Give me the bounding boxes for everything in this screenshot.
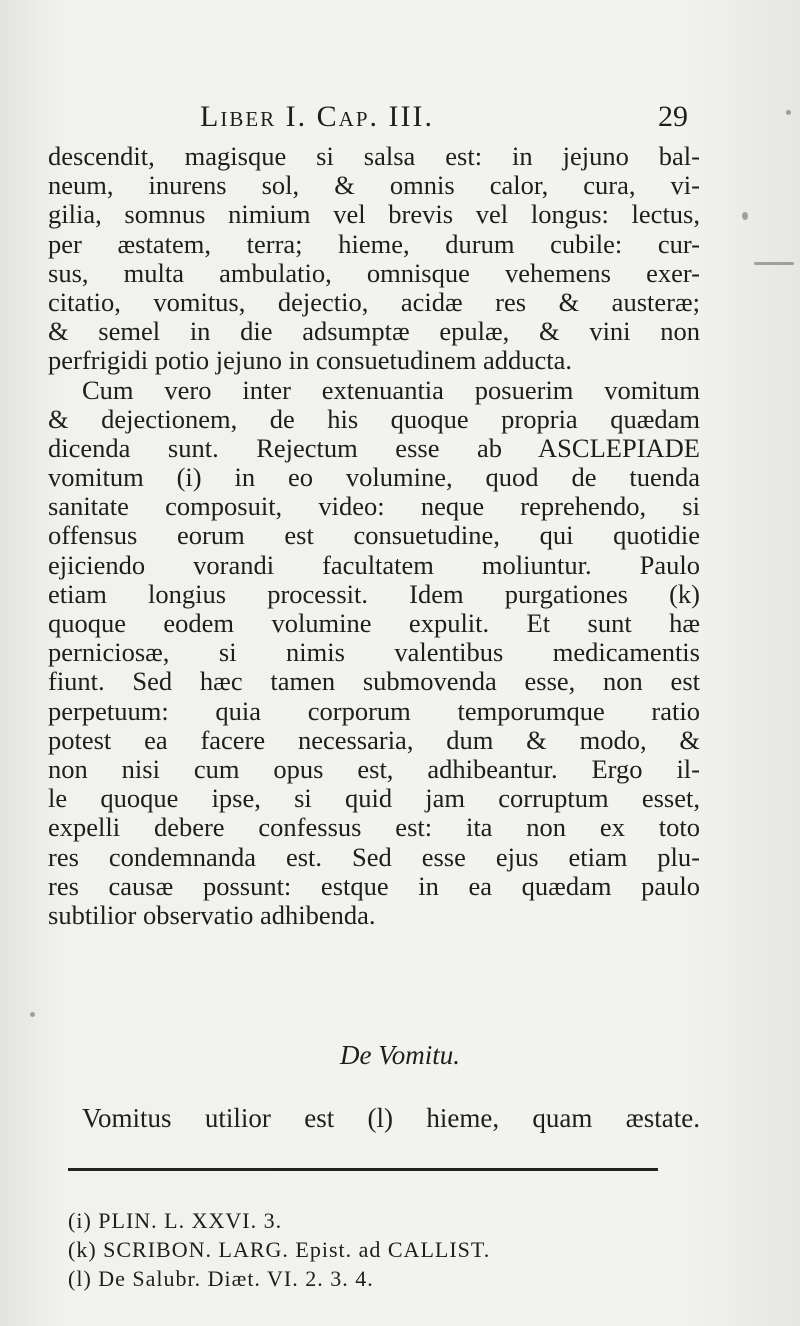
text-line: neum, inurens sol, & omnis calor, cura, vi- (48, 170, 700, 201)
text-line: offensus eorum est consuetudine, qui quotidie (48, 520, 700, 551)
text-line: per æstatem, terra; hieme, durum cubile: cur- (48, 228, 700, 259)
text-line: res causæ possunt: estque in ea quædam paulo (48, 870, 700, 901)
footnote-l: (l) De Salubr. Diæt. VI. 2. 3. 4. (68, 1266, 374, 1291)
text-line: potest ea facere necessaria, dum & modo, & (48, 724, 700, 755)
text-line: sanitate composuit, video: neque reprehendo, si (48, 491, 700, 522)
text-line: vomitum (i) in eo volumine, quod de tuenda (48, 462, 700, 493)
text-line: gilia, somnus nimium vel brevis vel longus: lectus, (48, 199, 700, 230)
text-line: & dejectionem, de his quoque propria quædam (48, 403, 700, 434)
text-line: expelli debere confessus est: ita non ex toto (48, 812, 700, 843)
footnote-divider (68, 1168, 658, 1171)
text-line: perniciosæ, si nimis valentibus medicamentis (48, 637, 700, 668)
text-line: dicenda sunt. Rejectum esse ab ASCLEPIADE (48, 432, 700, 463)
footnotes (68, 1206, 688, 1293)
paper-speck (754, 262, 794, 265)
text-line: fiunt. Sed hæc tamen submovenda esse, non est (48, 666, 700, 697)
section-heading: De Vomitu. (340, 1040, 460, 1070)
text-line: descendit, magisque si salsa est: in jejuno bal- (48, 141, 700, 171)
text-line: perfrigidi potio jejuno in consuetudinem adducta. (48, 345, 572, 376)
main-text (48, 142, 700, 930)
paper-speck (30, 1012, 35, 1017)
text-line: ejiciendo vorandi facultatem moliuntur. Paulo (48, 549, 700, 580)
text-line: perpetuum: quia corporum temporumque ratio (48, 695, 700, 726)
section-text-line: Vomitus utilior est (l) hieme, quam æstate. (82, 1103, 700, 1133)
text-line: le quoque ipse, si quid jam corruptum esset, (48, 783, 700, 814)
text-line: citatio, vomitus, dejectio, acidæ res & austeræ; (48, 286, 700, 317)
page-number: 29 (658, 100, 688, 133)
text-line: & semel in die adsumptæ epulæ, & vini non (48, 316, 700, 347)
running-title: Liber I. Cap. III. (200, 100, 434, 133)
footnote-i: (i) PLIN. L. XXVI. 3. (68, 1208, 283, 1233)
text-line: etiam longius processit. Idem purgationes (k) (48, 578, 700, 609)
paper-speck (742, 212, 748, 220)
running-header (200, 100, 688, 144)
footnote-k: (k) SCRIBON. LARG. Epist. ad CALLIST. (68, 1237, 491, 1262)
text-line: Cum vero inter extenuantia posuerim vomitum (82, 374, 700, 405)
text-line: quoque eodem volumine expulit. Et sunt hæ (48, 608, 700, 638)
text-line: subtilior observatio adhibenda. (48, 899, 376, 930)
text-line: sus, multa ambulatio, omnisque vehemens exer- (48, 257, 700, 288)
paper-speck (786, 110, 791, 115)
text-line: non nisi cum opus est, adhibeantur. Ergo il- (48, 753, 700, 784)
text-line: res condemnanda est. Sed esse ejus etiam plu- (48, 841, 700, 872)
